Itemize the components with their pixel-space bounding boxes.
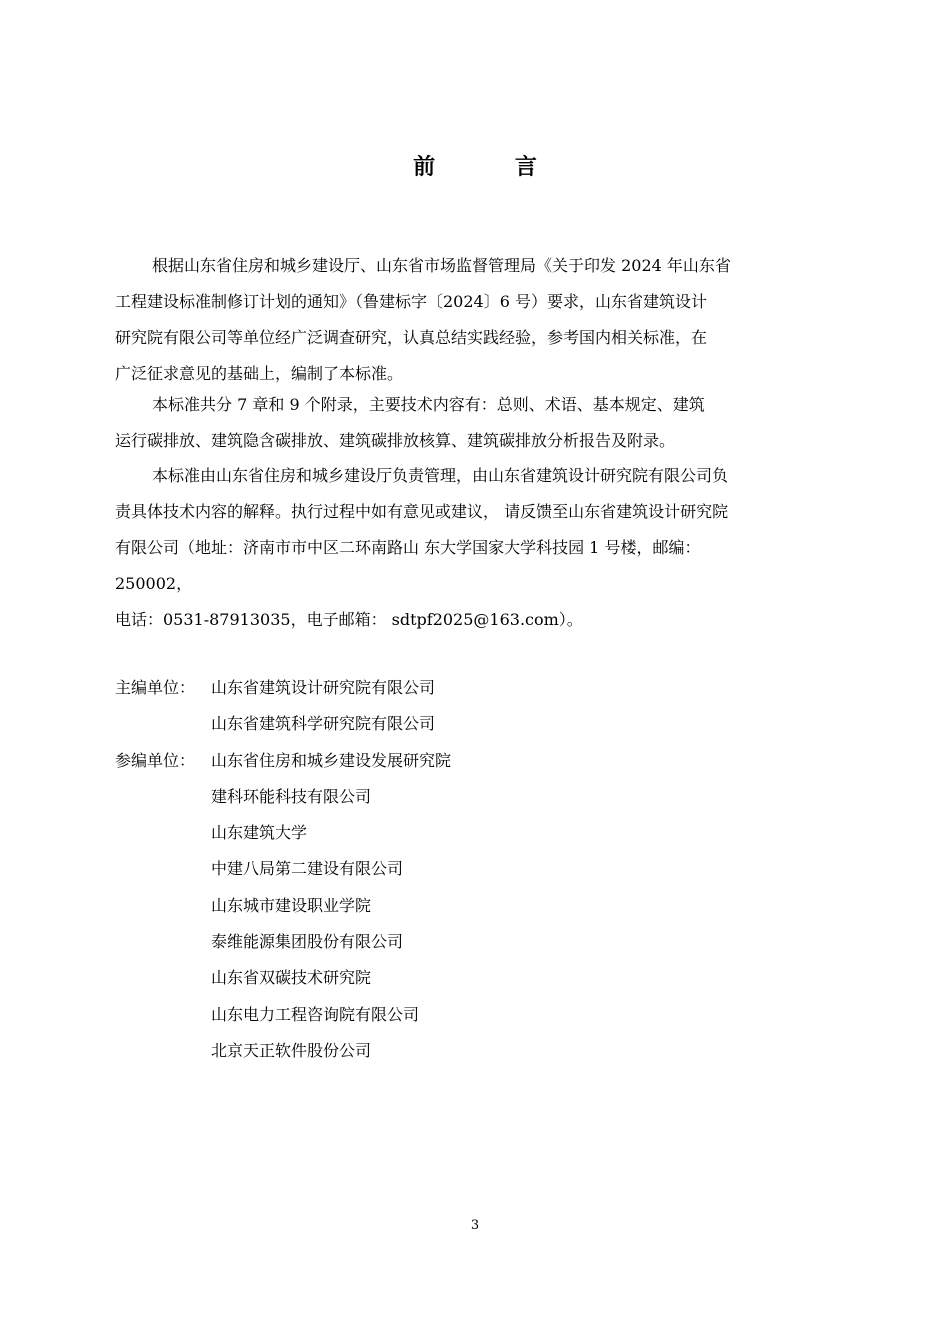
- paragraph-line: 责具体技术内容的解释。执行过程中如有意见或建议， 请反馈至山东省建筑设计研究院: [115, 502, 729, 521]
- participating-unit: 建科环能科技有限公司: [211, 786, 372, 806]
- participating-unit: 山东城市建设职业学院: [211, 895, 372, 915]
- participating-unit: 北京天正软件股份公司: [211, 1040, 372, 1060]
- participating-unit: 山东电力工程咨询院有限公司: [211, 1004, 420, 1024]
- page-title: 前 言: [413, 155, 573, 180]
- participating-unit: 山东省住房和城乡建设发展研究院: [211, 750, 452, 770]
- participating-unit-row: [115, 924, 451, 960]
- participating-unit: 泰维能源集团股份有限公司: [211, 932, 404, 952]
- chief-unit-row: [115, 706, 451, 742]
- participating-unit-row: [115, 779, 451, 815]
- chief-unit: 山东省建筑科学研究院有限公司: [211, 714, 436, 734]
- paragraph-line: 广泛征求意见的基础上，编制了本标准。: [115, 364, 404, 383]
- paragraph-line: 250002，: [115, 574, 193, 593]
- paragraph-line: 有限公司（地址：济南市市中区二环南路山 东大学国家大学科技园 1 号楼，邮编：: [115, 538, 701, 557]
- chief-unit-label: 主编单位：: [115, 678, 196, 697]
- participating-unit-row: [115, 997, 451, 1033]
- units-list: [115, 670, 451, 1069]
- participating-unit: 中建八局第二建设有限公司: [211, 859, 404, 879]
- paragraph-management: [115, 458, 840, 638]
- paragraph-line: 工程建设标准制修订计划的通知》（鲁建标字〔2024〕6 号）要求，山东省建筑设计: [115, 292, 707, 311]
- participating-unit: 山东建筑大学: [211, 823, 308, 843]
- participating-unit-row: [115, 815, 451, 851]
- paragraph-line: 研究院有限公司等单位经广泛调查研究，认真总结实践经验，参考国内相关标准，在: [115, 328, 708, 347]
- participating-unit-label: 参编单位：: [115, 750, 196, 770]
- contact-line: 电话：0531-87913035，电子邮箱： sdtpf2025@163.com）。: [115, 610, 583, 629]
- paragraph-line: 运行碳排放、建筑隐含碳排放、建筑碳排放核算、建筑碳排放分析报告及附录。: [115, 431, 676, 450]
- participating-unit: 山东省双碳技术研究院: [211, 968, 372, 988]
- participating-unit-row: [115, 743, 451, 779]
- participating-unit-row: [115, 960, 451, 996]
- paragraph-line: 根据山东省住房和城乡建设厅、山东省市场监督管理局《关于印发 2024 年山东省: [152, 256, 731, 275]
- paragraph-basis: [115, 248, 840, 392]
- paragraph-line: 本标准共分 7 章和 9 个附录，主要技术内容有：总则、术语、基本规定、建筑: [152, 395, 705, 414]
- participating-unit-row: [115, 888, 451, 924]
- page-number: 3: [470, 1218, 480, 1233]
- participating-unit-row: [115, 1033, 451, 1069]
- chief-unit-row: [115, 670, 451, 706]
- paragraph-line: 本标准由山东省住房和城乡建设厅负责管理，由山东省建筑设计研究院有限公司负: [152, 466, 729, 485]
- participating-unit-row: [115, 851, 451, 887]
- paragraph-content: [115, 387, 840, 459]
- chief-unit: 山东省建筑设计研究院有限公司: [211, 678, 436, 697]
